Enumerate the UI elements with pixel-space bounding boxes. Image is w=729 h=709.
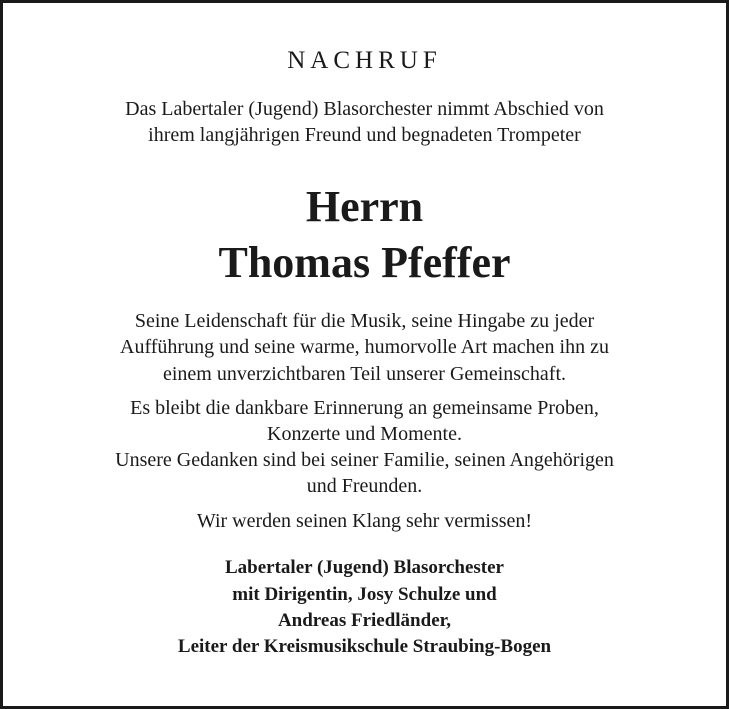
deceased-name: Thomas Pfeffer: [218, 238, 511, 287]
tribute-line: Seine Leidenschaft für die Musik, seine Hingabe zu jeder: [134, 310, 595, 332]
signature-line: mit Dirigentin, Josy Schulze und: [232, 584, 497, 605]
intro-line: Das Labertaler (Jugend) Blasorchester nimmt Abschied von: [125, 98, 604, 120]
intro-line: ihrem langjährigen Freund und begnadeten Trompeter: [148, 124, 581, 146]
signature-line: Leiter der Kreismusikschule Straubing-Bogen: [177, 636, 552, 657]
closing-line: Wir werden seinen Klang sehr vermissen!: [196, 510, 533, 532]
signature-line: Andreas Friedländer,: [277, 610, 452, 631]
memory-line: Unsere Gedanken sind bei seiner Familie, seinen Angehörigen: [115, 449, 614, 471]
memory-line: Es bleibt die dankbare Erinnerung an gemeinsame Proben,: [130, 397, 599, 419]
memory-line: Konzerte und Momente.: [267, 423, 462, 445]
tribute-line: einem unverzichtbaren Teil unserer Gemeinschaft.: [162, 363, 567, 385]
notice-heading: NACHRUF: [287, 47, 442, 74]
salutation: Herrn: [305, 182, 424, 231]
memory-line: und Freunden.: [306, 475, 423, 497]
tribute-line: Aufführung und seine warme, humorvolle Art machen ihn zu: [120, 336, 609, 358]
signature-line: Labertaler (Jugend) Blasorchester: [225, 557, 504, 578]
